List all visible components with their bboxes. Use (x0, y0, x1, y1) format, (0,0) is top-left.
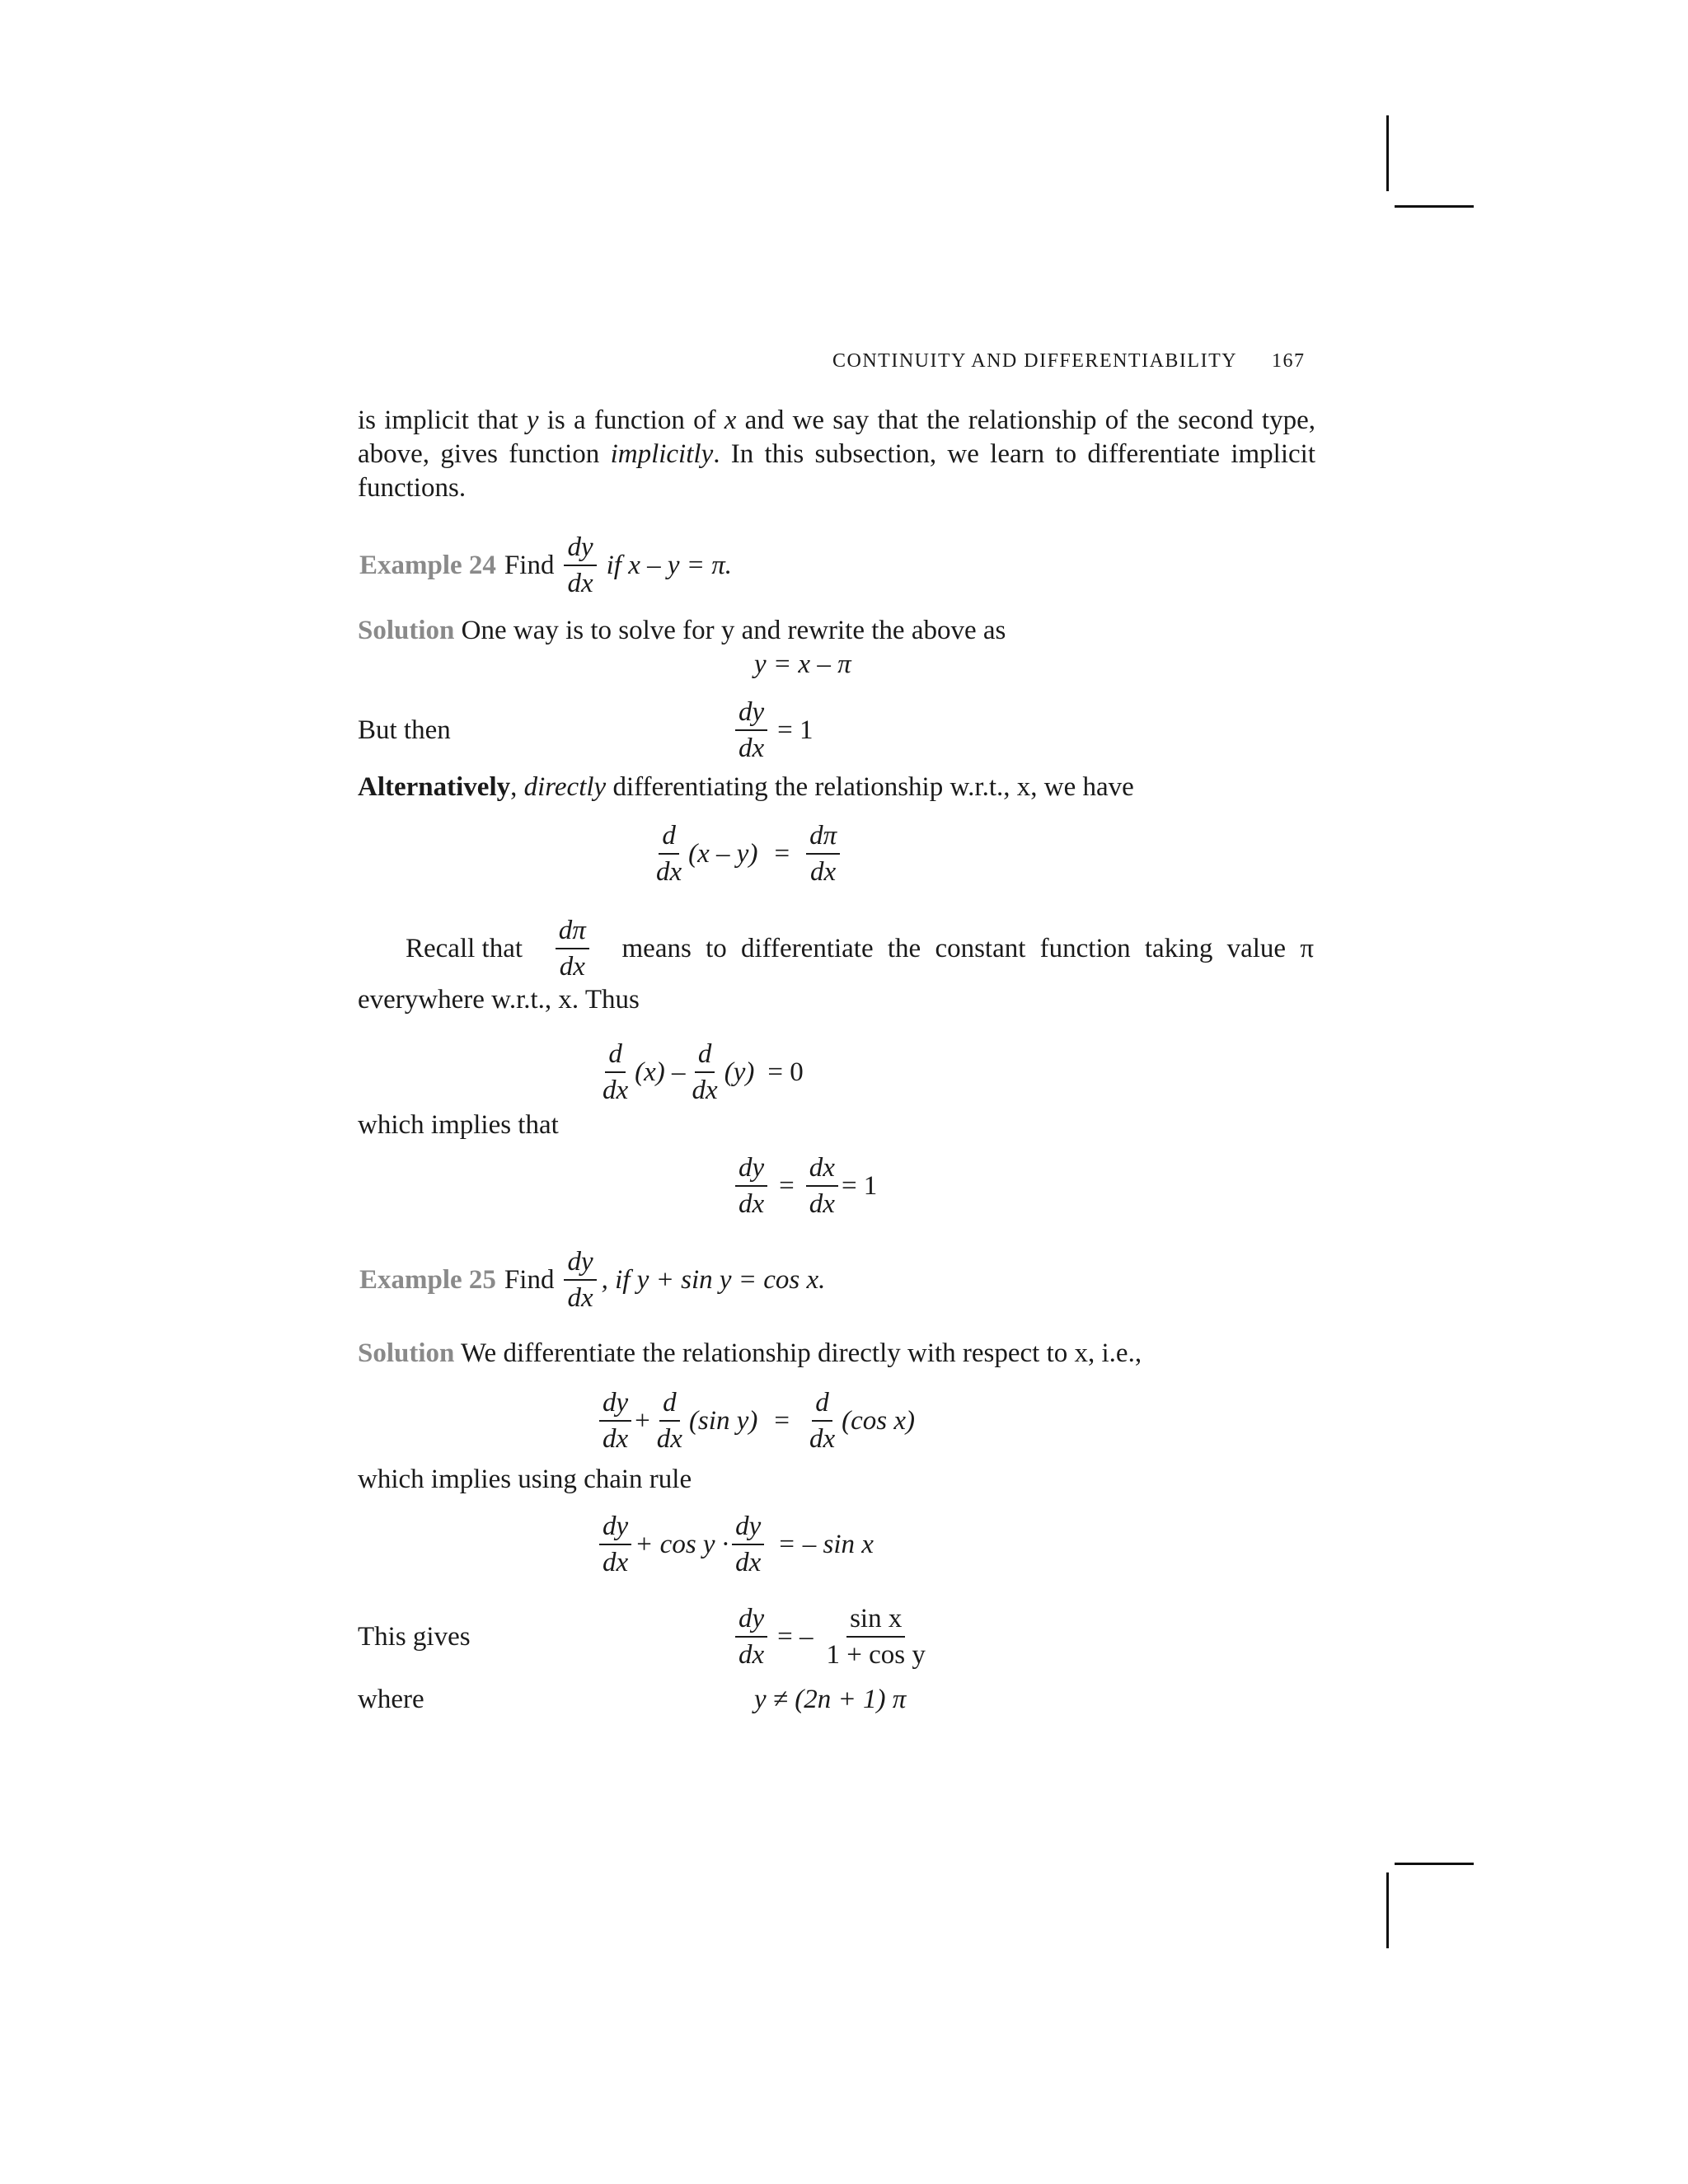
term: (cos x) (842, 1405, 915, 1436)
den: dx (810, 857, 837, 887)
equation-dy-dx-1 (734, 696, 815, 764)
chain-rule-line (358, 1463, 692, 1496)
equals: = (774, 838, 790, 869)
fraction-d-dx (599, 1038, 631, 1106)
fraction-dy-dx (564, 1246, 596, 1314)
term: (y) (724, 1057, 755, 1087)
text: above, gives function (358, 439, 611, 469)
term: (sin y) (688, 1405, 758, 1436)
text: and we say that the relationship of the second type, (736, 405, 1315, 435)
text: This gives (358, 1622, 471, 1652)
term: + cos y · (635, 1529, 729, 1559)
fraction-d-dx (653, 820, 685, 888)
emph: implicitly (610, 439, 714, 469)
var: x (724, 405, 737, 435)
equals: = (774, 1405, 790, 1436)
solution-label: Solution (358, 1338, 455, 1368)
intro-line-2 (358, 438, 1315, 471)
term: (x) – (635, 1057, 686, 1087)
text: Find (504, 1264, 555, 1295)
num: dπ (556, 915, 589, 949)
rhs: = – sin x (777, 1529, 874, 1559)
alternatively-line: Alternatively, directly differentiating the relationship w.r.t., x, we have (358, 772, 1134, 802)
implies-line (358, 1108, 559, 1141)
text: which implies that (358, 1110, 559, 1140)
intro-line-1 (358, 404, 1315, 438)
num: d (605, 1038, 626, 1073)
den: dx (567, 569, 593, 598)
emph: directly (523, 772, 607, 802)
num: dy (564, 1246, 596, 1281)
eq-text: y = x – π (754, 649, 851, 679)
num: dy (735, 1152, 767, 1187)
text: everywhere w.r.t., x. Thus (358, 985, 640, 1015)
where-label (358, 1683, 424, 1716)
fraction-dy-dx (735, 1152, 767, 1220)
example-label: Example 24 (359, 550, 496, 580)
fraction-d-dx (806, 1387, 838, 1455)
fraction-dpi-dx (806, 820, 840, 888)
plus: + (635, 1405, 650, 1436)
condition: if x – y = π. (606, 550, 733, 580)
text: Find (504, 550, 555, 580)
running-header (832, 344, 1237, 377)
equation-chain-2 (598, 1511, 875, 1578)
den: dx (603, 1548, 629, 1577)
page-number-text: 167 (1272, 350, 1306, 372)
text: One way is to solve for y and rewrite the above as (461, 616, 1006, 645)
rhs: = 1 (777, 715, 814, 745)
fraction-dy-dx (735, 1603, 767, 1671)
equation-chain-1 (598, 1387, 917, 1455)
text: But then (358, 715, 451, 745)
num: dy (732, 1511, 764, 1545)
fraction-dy-dx (732, 1511, 764, 1578)
den: dx (559, 952, 585, 982)
num: d (695, 1038, 715, 1073)
everywhere-line (358, 983, 640, 1016)
den: dx (738, 733, 765, 763)
num: dy (599, 1387, 631, 1422)
den: dx (692, 1076, 718, 1105)
text: differentiating the relationship w.r.t., x, we have (612, 772, 1134, 802)
num: dπ (806, 820, 840, 855)
bold-text: Alternatively (358, 772, 511, 802)
example-25-heading (358, 1246, 827, 1314)
equation-dx-minus-dy-zero (598, 1038, 805, 1106)
example-24-heading (358, 532, 734, 599)
den: dx (809, 1424, 836, 1454)
den: dx (656, 857, 682, 887)
text: is implicit that (358, 405, 527, 435)
this-gives-label (358, 1620, 471, 1653)
rhs: = 1 (841, 1170, 878, 1201)
crop-mark-bottom-horizontal (1395, 1863, 1474, 1865)
crop-mark-top-horizontal (1395, 205, 1474, 208)
den: dx (603, 1076, 629, 1105)
den: dx (656, 1424, 682, 1454)
fraction-dy-dx (564, 532, 596, 599)
fraction-dy-dx (735, 696, 767, 764)
num: d (812, 1387, 832, 1422)
den: dx (603, 1424, 629, 1454)
eq-text: y ≠ (2n + 1) π (754, 1685, 907, 1714)
text: where (358, 1685, 424, 1714)
num: d (659, 820, 679, 855)
text: is a function of (538, 405, 724, 435)
num: dx (806, 1152, 838, 1187)
crop-mark-top-vertical (1386, 115, 1389, 191)
example-label: Example 25 (359, 1264, 496, 1295)
den: dx (809, 1189, 835, 1219)
text: which implies using chain rule (358, 1465, 692, 1494)
den: dx (738, 1189, 765, 1219)
lhs: (x – y) (688, 838, 758, 869)
fraction-d-dx (689, 1038, 721, 1106)
fraction-dy-dx (599, 1511, 631, 1578)
condition: , if y + sin y = cos x. (601, 1264, 826, 1295)
fraction-sinx-over-1-plus-cosy (823, 1603, 929, 1671)
num: sin x (846, 1603, 905, 1638)
crop-mark-bottom-vertical (1386, 1872, 1389, 1948)
equals: = (779, 1170, 795, 1201)
num: d (659, 1387, 680, 1422)
equation-result (734, 1603, 931, 1671)
rhs: = 0 (767, 1057, 804, 1087)
recall-line (404, 915, 1315, 982)
text: Recall that (406, 933, 523, 963)
solution-25 (358, 1337, 1142, 1370)
fraction-dy-dx (599, 1387, 631, 1455)
equation-dy-dx-dx-dx (734, 1152, 879, 1220)
equation-y-x-pi (754, 648, 851, 681)
num: dy (735, 696, 767, 731)
text: means to differentiate the constant function taking value π (621, 933, 1314, 963)
equals: = – (777, 1621, 814, 1652)
fraction-dpi-dx (556, 915, 589, 982)
den: dx (735, 1548, 762, 1577)
text: . In this subsection, we learn to differentiate implicit (713, 439, 1315, 469)
den: dx (738, 1640, 765, 1670)
num: dy (735, 1603, 767, 1638)
den: 1 + cos y (826, 1640, 926, 1670)
equation-condition (754, 1683, 906, 1716)
header-title: CONTINUITY AND DIFFERENTIABILITY (832, 350, 1238, 372)
num: dy (564, 532, 596, 566)
text: We differentiate the relationship directly with respect to x, i.e., (461, 1338, 1142, 1368)
text: functions. (358, 473, 467, 503)
fraction-d-dx (654, 1387, 686, 1455)
var: y (526, 405, 539, 435)
num: dy (599, 1511, 631, 1545)
intro-line-3 (358, 471, 1315, 505)
den: dx (567, 1283, 593, 1313)
fraction-dx-dx (806, 1152, 838, 1220)
solution-label: Solution (358, 616, 455, 645)
but-then-label (358, 714, 451, 747)
page-number (1272, 344, 1306, 377)
equation-d-dx-x-minus-y (651, 820, 842, 888)
solution-24 (358, 614, 1006, 647)
